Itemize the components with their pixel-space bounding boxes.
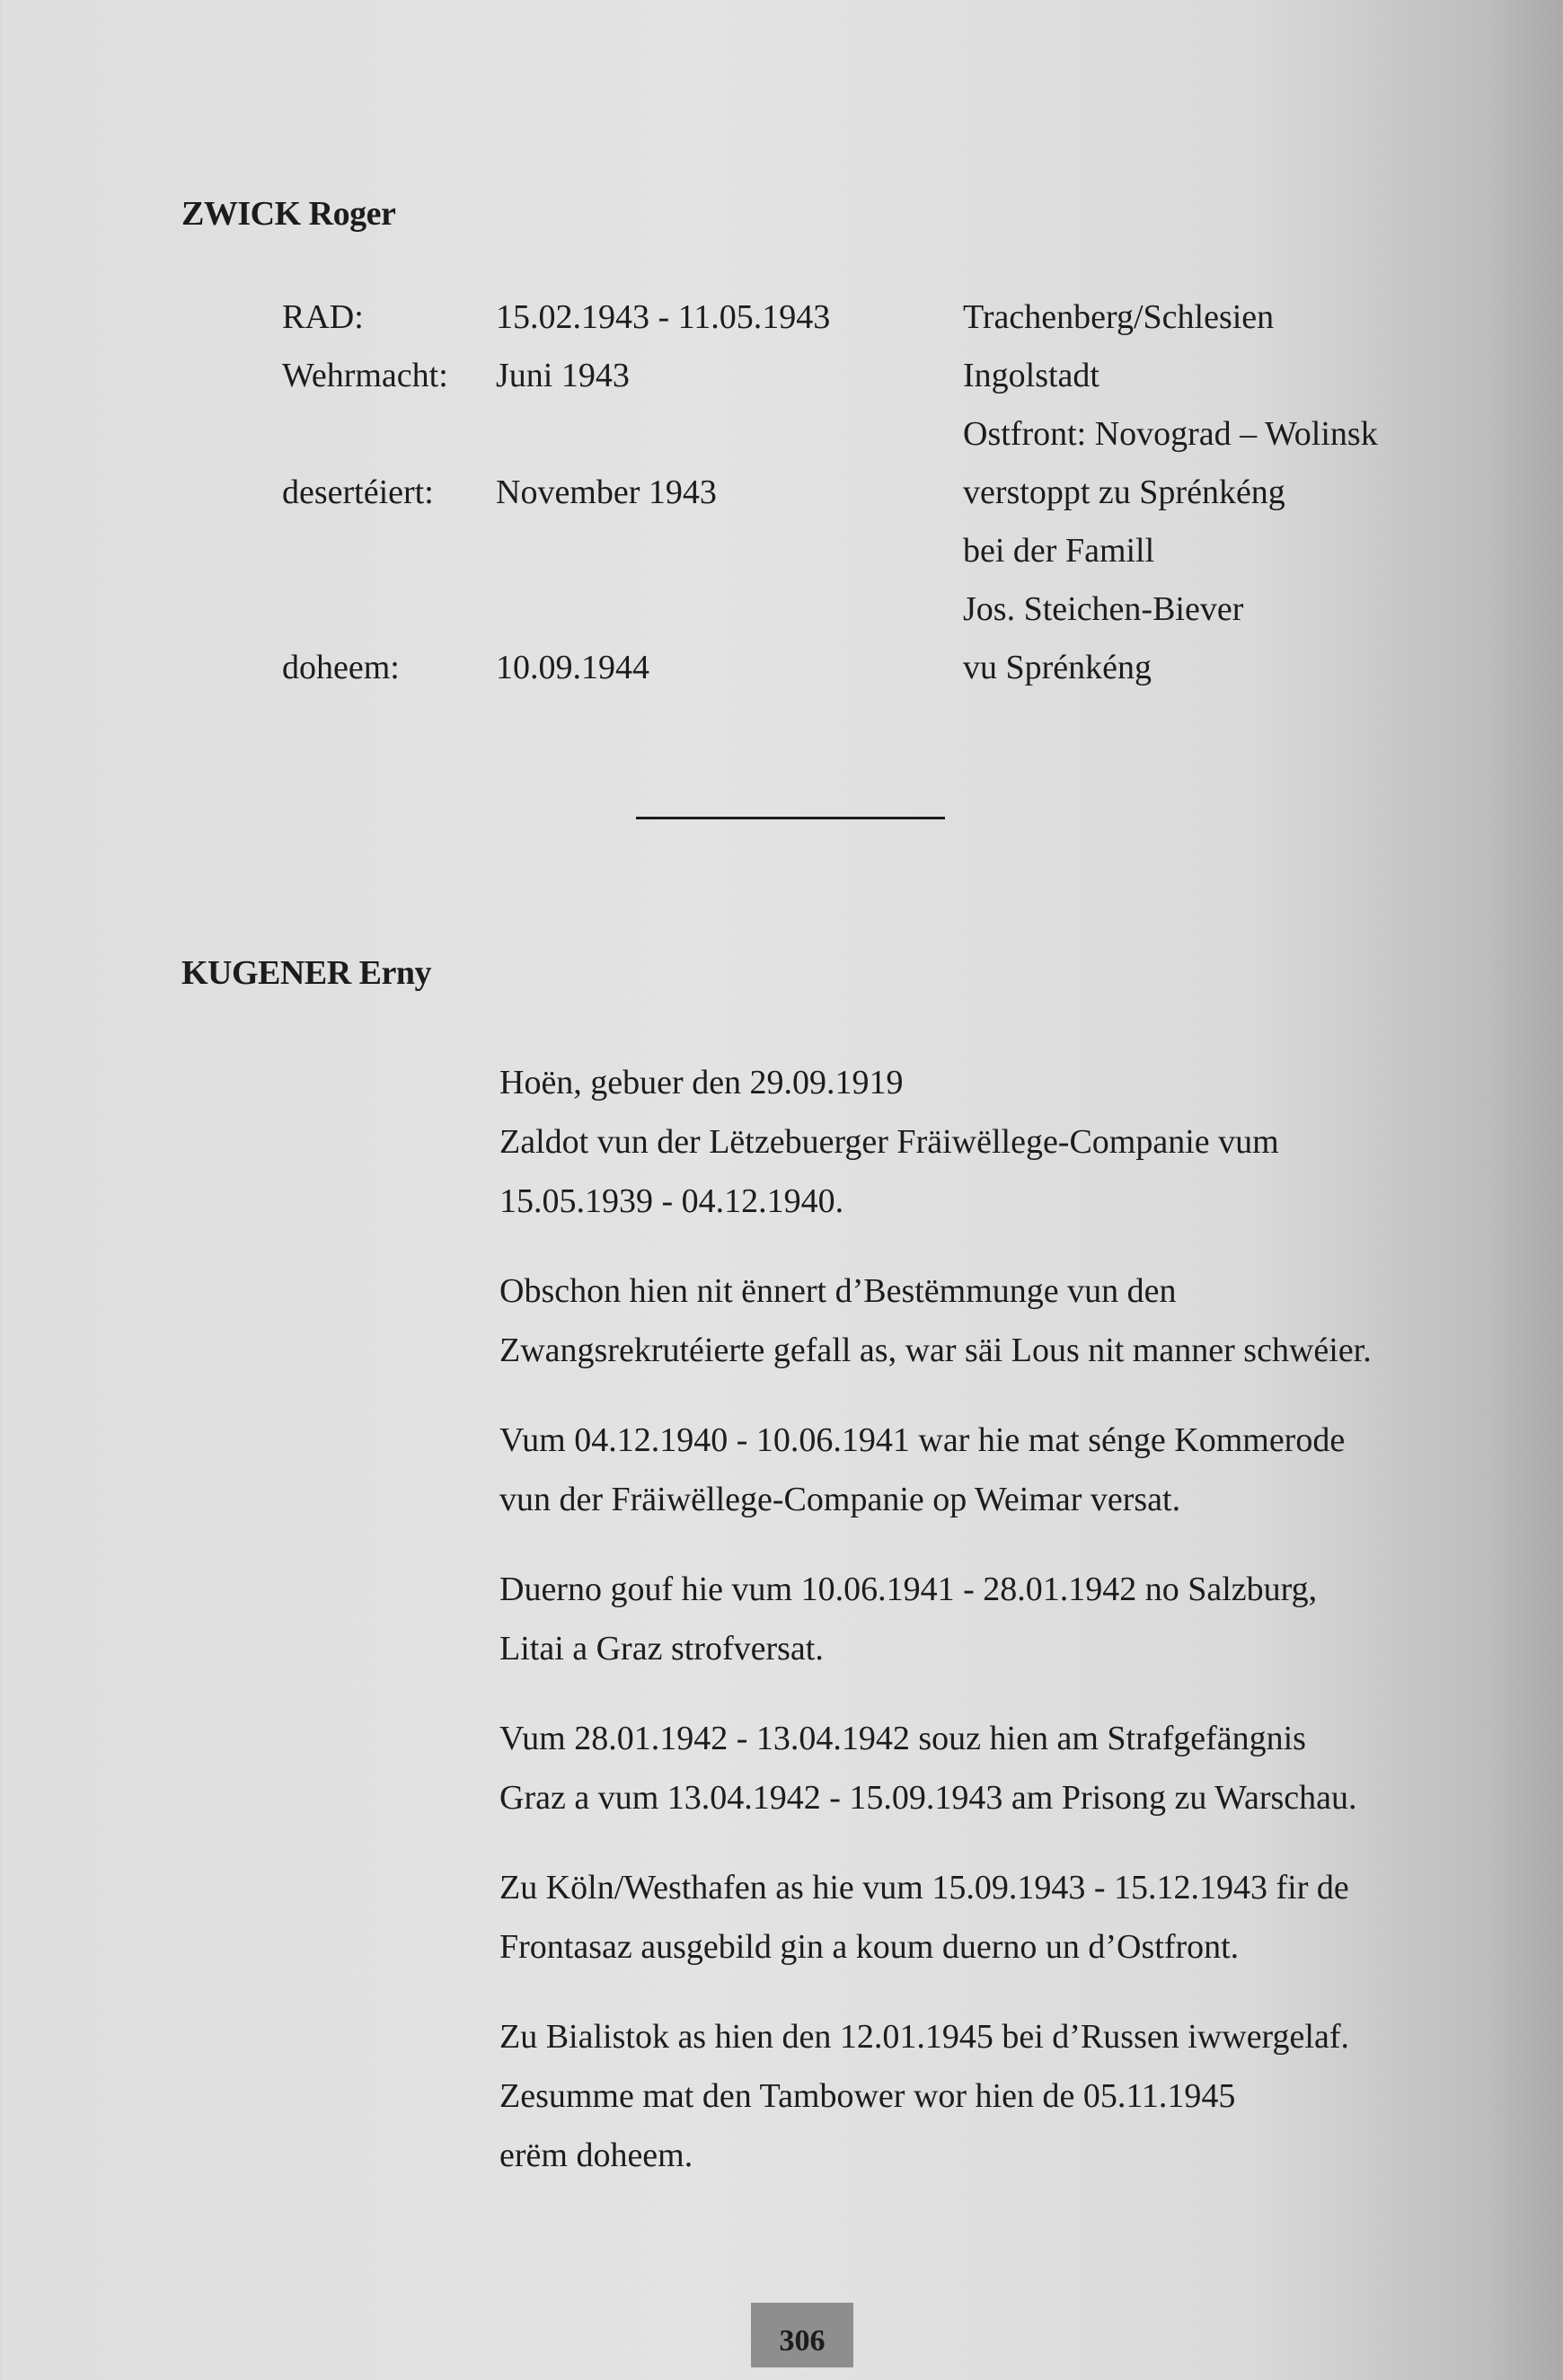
- record-place: bei der Famill: [963, 532, 1155, 570]
- paragraph: [499, 1053, 1452, 1231]
- record-date: November 1943: [496, 473, 717, 511]
- record-label: doheem:: [282, 649, 400, 686]
- paragraph: [499, 1411, 1452, 1529]
- text-line: Zu Bialistok as hien den 12.01.1945 bei d’Russen iwwergelaf.: [499, 2018, 1349, 2056]
- text-line: Duerno gouf hie vum 10.06.1941 - 28.01.1942 no Salzburg,: [499, 1570, 1318, 1608]
- text-line: Zu Köln/Westhafen as hie vum 15.09.1943 - 15.12.1943 fir de: [499, 1869, 1349, 1907]
- text-line: Hoën, gebuer den 29.09.1919: [499, 1064, 904, 1102]
- text-line: erëm doheem.: [499, 2137, 693, 2174]
- text-line: Vum 28.01.1942 - 13.04.1942 souz hien am Strafgefängnis: [499, 1720, 1306, 1757]
- text-line: Litai a Graz strofversat.: [499, 1630, 824, 1668]
- record-label: desertéiert:: [282, 473, 434, 511]
- record-place: Ostfront: Novograd – Wolinsk: [963, 415, 1378, 453]
- record-date: 15.02.1943 - 11.05.1943: [496, 298, 831, 336]
- entry-name-zwick: ZWICK Roger: [181, 195, 396, 233]
- paragraph: [499, 1858, 1452, 1977]
- text-line: Zwangsrekrutéierte gefall as, war säi Lous nit manner schwéier.: [499, 1332, 1372, 1369]
- record-date: Juni 1943: [496, 357, 630, 394]
- record-place: Trachenberg/Schlesien: [963, 298, 1275, 336]
- record-label: RAD:: [282, 298, 364, 336]
- text-line: Zesumme mat den Tambower wor hien de 05.11.1945: [499, 2077, 1236, 2115]
- biography-text: [499, 1053, 1452, 2216]
- paragraph: [499, 1560, 1452, 1678]
- paragraph: [499, 1261, 1452, 1380]
- text-line: vun der Fräiwëllege-Companie op Weimar versat.: [499, 1481, 1181, 1518]
- text-line: Graz a vum 13.04.1942 - 15.09.1943 am Prisong zu Warschau.: [499, 1779, 1357, 1817]
- entry-name-kugener: KUGENER Erny: [181, 954, 431, 992]
- record-date: 10.09.1944: [496, 649, 649, 686]
- record-place: Ingolstadt: [963, 357, 1099, 394]
- text-line: Zaldot vun der Lëtzebuerger Fräiwëllege-Companie vum: [499, 1123, 1279, 1161]
- text-line: Obschon hien nit ënnert d’Bestëmmunge vun den: [499, 1272, 1177, 1310]
- section-divider: [636, 817, 945, 819]
- paragraph: [499, 1709, 1452, 1827]
- text-line: Vum 04.12.1940 - 10.06.1941 war hie mat sénge Kommerode: [499, 1421, 1346, 1459]
- record-place: vu Sprénkéng: [963, 649, 1152, 686]
- paragraph: [499, 2007, 1452, 2185]
- text-line: 15.05.1939 - 04.12.1940.: [499, 1182, 844, 1220]
- record-place: verstoppt zu Sprénkéng: [963, 473, 1285, 511]
- record-label: Wehrmacht:: [282, 357, 448, 394]
- record-place: Jos. Steichen-Biever: [963, 590, 1244, 628]
- page-number: 306: [751, 2303, 853, 2367]
- text-line: Frontasaz ausgebild gin a koum duerno un d’Ostfront.: [499, 1928, 1240, 1966]
